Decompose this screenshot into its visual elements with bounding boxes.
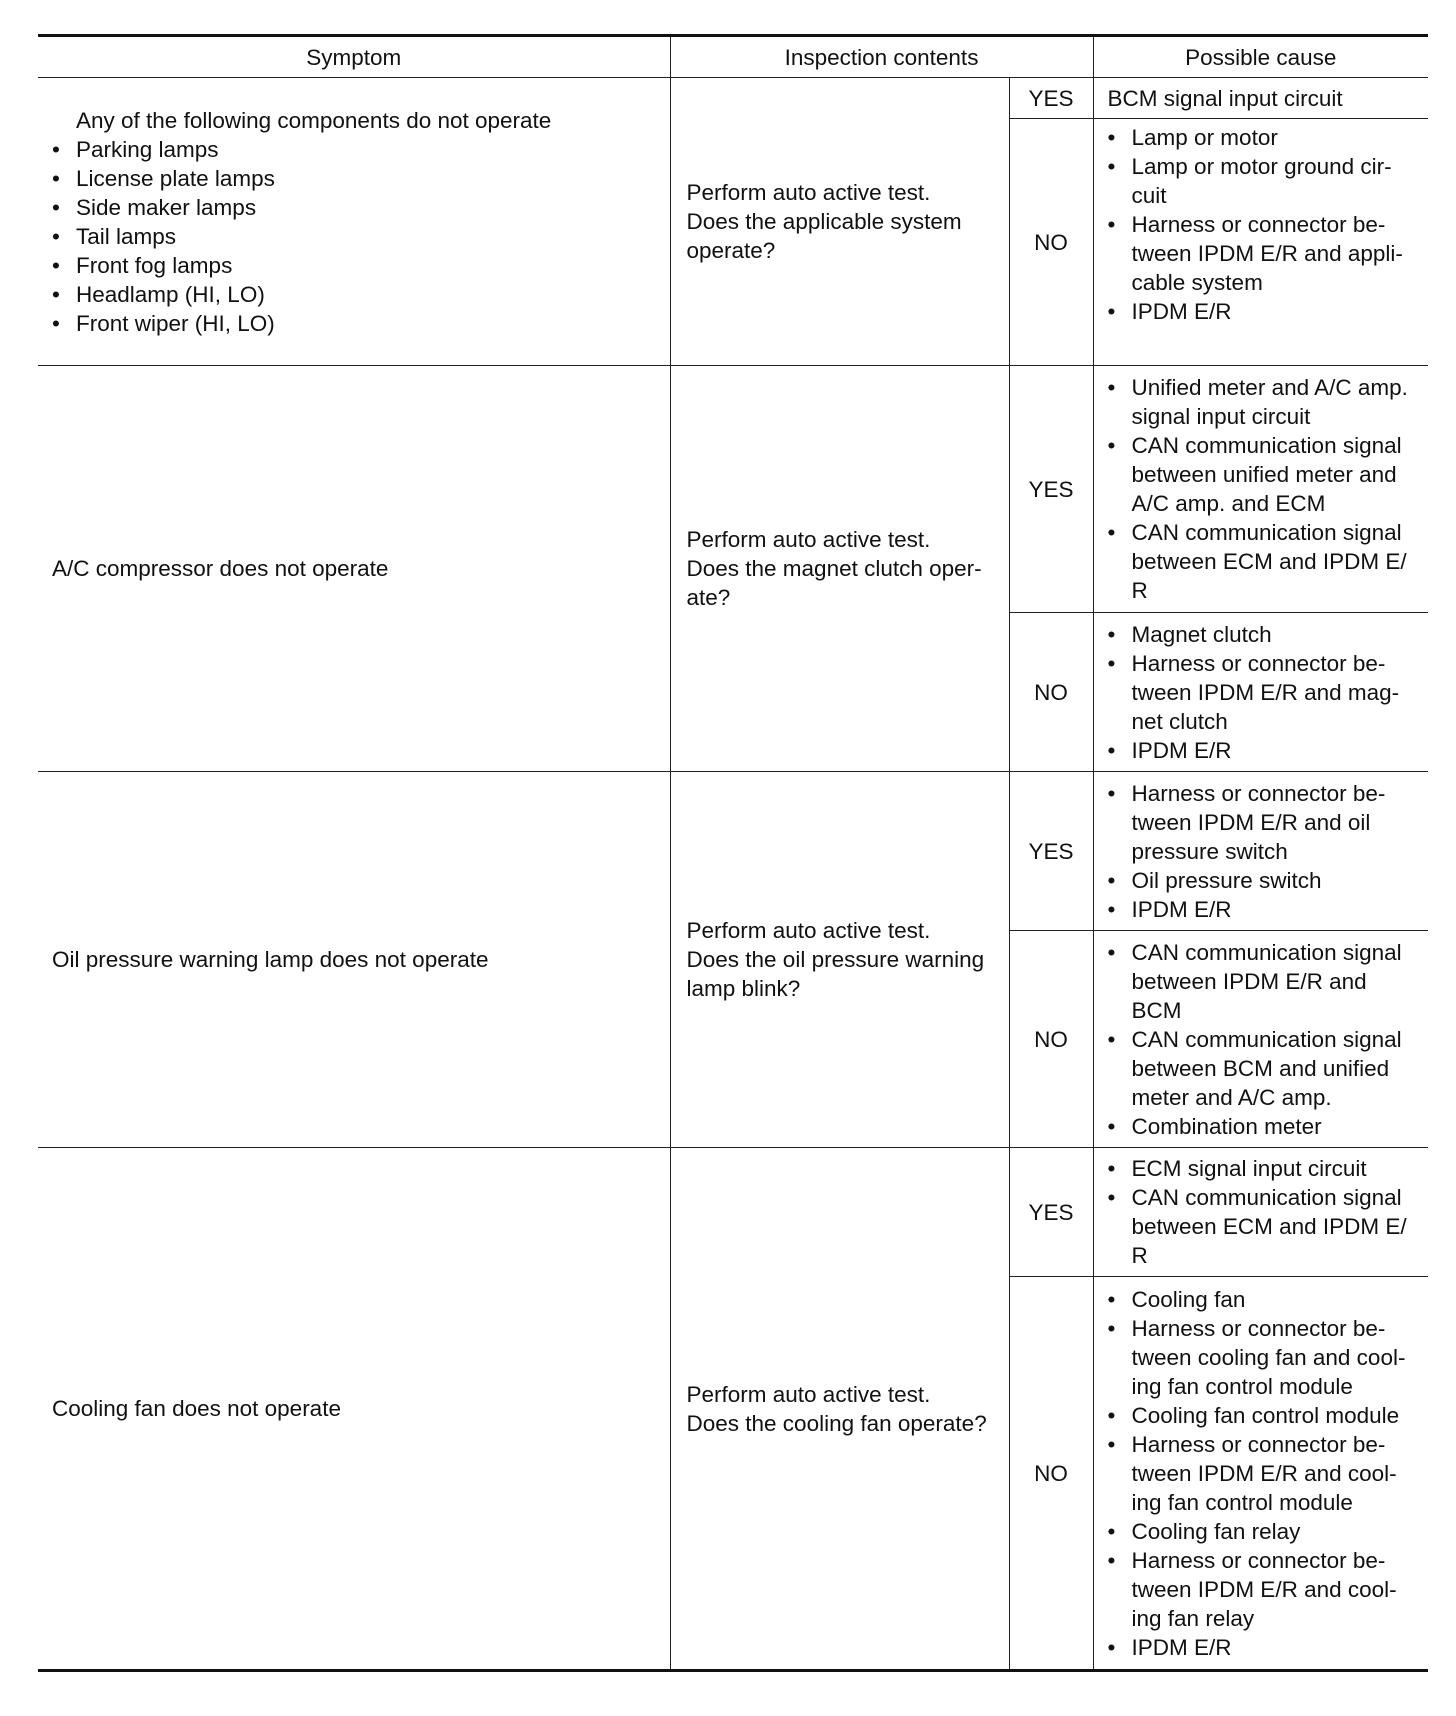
no-cause-cell	[1093, 931, 1428, 1148]
header-symptom: Symptom	[38, 36, 670, 78]
result-yes: YES	[1009, 78, 1093, 119]
cause-item: • CAN communication signal between ECM and IPDM E/ R	[1108, 518, 1421, 605]
cause-item: • Combination meter	[1108, 1112, 1421, 1141]
table-row	[38, 1148, 1428, 1277]
header-inspection-contents: Inspection contents	[670, 36, 1093, 78]
cause-item: • CAN communication signal between unified meter and A/C amp. and ECM	[1108, 431, 1421, 518]
symptom-cell: Cooling fan does not operate	[38, 1148, 670, 1671]
symptom-cell: A/C compressor does not operate	[38, 366, 670, 772]
yes-cause-cell	[1093, 78, 1428, 119]
cause-item: • ECM signal input circuit	[1108, 1154, 1421, 1183]
result-yes: YES	[1009, 366, 1093, 613]
inspection-line: ate?	[686, 585, 731, 610]
table-row	[38, 78, 1428, 119]
result-no: NO	[1009, 613, 1093, 772]
cause-item: • Harness or connector be- tween IPDM E/R and oil pressure switch	[1108, 779, 1421, 866]
list-item: • Side maker lamps	[52, 193, 656, 222]
list-item: • Front wiper (HI, LO)	[52, 309, 656, 338]
cause-item: • IPDM E/R	[1108, 895, 1421, 924]
inspection-cell	[670, 1148, 1009, 1671]
result-no: NO	[1009, 119, 1093, 366]
diagnosis-table	[38, 34, 1428, 1672]
cause-list	[1108, 620, 1421, 765]
cause-item: • Cooling fan	[1108, 1285, 1421, 1314]
symptom-cell	[38, 78, 670, 366]
cause-item: • Magnet clutch	[1108, 620, 1421, 649]
symptom-cell: Oil pressure warning lamp does not operate	[38, 772, 670, 1148]
symptom-component-list	[52, 135, 656, 338]
no-cause-cell	[1093, 119, 1428, 366]
inspection-cell	[670, 366, 1009, 772]
inspection-line: Perform auto active test.	[686, 527, 931, 552]
inspection-cell	[670, 772, 1009, 1148]
cause-item: • Harness or connector be- tween IPDM E/R and appli- cable system	[1108, 210, 1421, 297]
cause-item: • Cooling fan control module	[1108, 1401, 1421, 1430]
list-item: • Front fog lamps	[52, 251, 656, 280]
cause-item: • IPDM E/R	[1108, 1633, 1421, 1662]
inspection-line: operate?	[686, 238, 776, 263]
inspection-line: Does the oil pressure warning	[686, 947, 985, 972]
cause-item: • Harness or connector be- tween IPDM E/R and mag- net clutch	[1108, 649, 1421, 736]
inspection-line: Does the applicable system	[686, 209, 962, 234]
inspection-line: Does the magnet clutch oper-	[686, 556, 982, 581]
cause-item: • IPDM E/R	[1108, 736, 1421, 765]
inspection-line: lamp blink?	[686, 976, 801, 1001]
result-yes: YES	[1009, 772, 1093, 931]
cause-item: • IPDM E/R	[1108, 297, 1421, 326]
table-row	[38, 366, 1428, 613]
cause-item: • Harness or connector be- tween cooling fan and cool- ing fan control module	[1108, 1314, 1421, 1401]
list-item: • Headlamp (HI, LO)	[52, 280, 656, 309]
cause-item: • CAN communication signal between IPDM E/R and BCM	[1108, 938, 1421, 1025]
cause-text: BCM signal input circuit	[1107, 85, 1343, 111]
result-no: NO	[1009, 931, 1093, 1148]
cause-item: • Lamp or motor	[1108, 123, 1421, 152]
no-cause-cell	[1093, 1277, 1428, 1671]
list-item: • Tail lamps	[52, 222, 656, 251]
cause-list	[1108, 938, 1421, 1141]
yes-cause-cell	[1093, 1148, 1428, 1277]
symptom-intro: Any of the following components do not operate	[76, 107, 552, 133]
inspection-line: Perform auto active test.	[686, 180, 931, 205]
cause-list	[1108, 779, 1421, 924]
cause-list	[1108, 1154, 1421, 1270]
list-item: • Parking lamps	[52, 135, 656, 164]
no-cause-cell	[1093, 613, 1428, 772]
table-row	[38, 772, 1428, 931]
cause-item: • Lamp or motor ground cir- cuit	[1108, 152, 1421, 210]
cause-list	[1108, 123, 1421, 326]
result-no: NO	[1009, 1277, 1093, 1671]
cause-list	[1108, 373, 1421, 605]
inspection-cell	[670, 78, 1009, 366]
cause-item: • Harness or connector be- tween IPDM E/R and cool- ing fan relay	[1108, 1546, 1421, 1633]
yes-cause-cell	[1093, 366, 1428, 613]
cause-item: • CAN communication signal between ECM and IPDM E/ R	[1108, 1183, 1421, 1270]
cause-item: • Harness or connector be- tween IPDM E/R and cool- ing fan control module	[1108, 1430, 1421, 1517]
diagnosis-table-document	[38, 34, 1428, 1672]
result-yes: YES	[1009, 1148, 1093, 1277]
cause-item: • Cooling fan relay	[1108, 1517, 1421, 1546]
inspection-line: Perform auto active test.	[686, 1381, 931, 1407]
table-header-row	[38, 36, 1428, 78]
header-possible-cause: Possible cause	[1093, 36, 1428, 78]
inspection-line: Perform auto active test.	[686, 918, 931, 943]
inspection-line: Does the cooling fan operate?	[686, 1410, 987, 1436]
cause-item: • Unified meter and A/C amp. signal input circuit	[1108, 373, 1421, 431]
cause-list	[1108, 1285, 1421, 1662]
cause-item: • CAN communication signal between BCM and unified meter and A/C amp.	[1108, 1025, 1421, 1112]
yes-cause-cell	[1093, 772, 1428, 931]
list-item: • License plate lamps	[52, 164, 656, 193]
cause-item: • Oil pressure switch	[1108, 866, 1421, 895]
